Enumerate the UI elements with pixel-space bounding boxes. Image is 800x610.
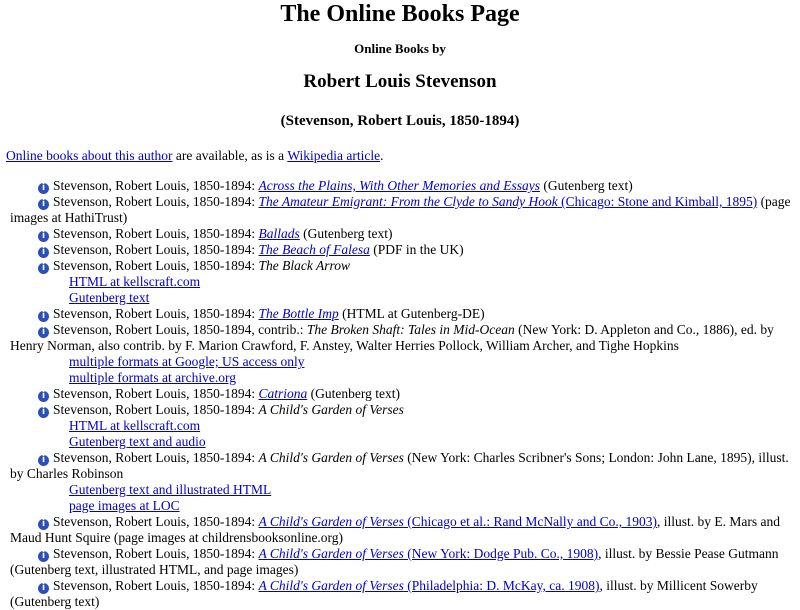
format-list xyxy=(10,274,794,306)
book-note: (PDF in the UK) xyxy=(369,242,464,257)
book-title-link[interactable]: Across the Plains, With Other Memories and Essays xyxy=(258,178,540,193)
book-title-link[interactable]: The Amateur Emigrant: From the Clyde to Sandy Hook xyxy=(258,194,558,209)
book-note: (Gutenberg text) xyxy=(299,226,393,241)
wikipedia-article-link[interactable]: Wikipedia article xyxy=(287,148,381,163)
format-list xyxy=(10,418,794,450)
format-item xyxy=(69,418,794,434)
book-author: Stevenson, Robert Louis, 1850-1894: xyxy=(53,402,259,417)
info-icon[interactable]: i xyxy=(38,247,49,258)
book-title-link[interactable]: Catriona xyxy=(258,386,308,401)
book-title: A Child's Garden of Verses xyxy=(258,450,404,465)
page-title: The Online Books Page xyxy=(280,1,520,27)
book-author: Stevenson, Robert Louis, 1850-1894: xyxy=(53,242,259,257)
author-heading: (Stevenson, Robert Louis, 1850-1894) xyxy=(280,113,520,129)
book-title-link[interactable]: A Child's Garden of Verses xyxy=(258,514,404,529)
book-author: Stevenson, Robert Louis, 1850-1894: xyxy=(53,386,259,401)
book-note: (Gutenberg text) xyxy=(307,386,400,401)
book-title-link[interactable]: A Child's Garden of Verses xyxy=(258,546,404,561)
book-author: Stevenson, Robert Louis, 1850-1894: xyxy=(53,178,259,193)
book-publication-link[interactable]: (Chicago: Stone and Kimball, 1895) xyxy=(557,194,758,209)
book-note: (page images at HathiTrust) xyxy=(10,194,791,225)
info-icon[interactable]: i xyxy=(38,263,49,274)
book-author: Stevenson, Robert Louis, 1850-1894: xyxy=(53,450,259,465)
info-icon[interactable]: i xyxy=(38,407,49,418)
book-note: (Gutenberg text) xyxy=(539,178,633,193)
format-item xyxy=(69,498,794,514)
format-link[interactable]: multiple formats at archive.org xyxy=(69,370,236,385)
book-author: Stevenson, Robert Louis, 1850-1894: xyxy=(53,226,259,241)
book-author: Stevenson, Robert Louis, 1850-1894: xyxy=(53,258,259,273)
book-entry xyxy=(10,322,794,386)
book-title-link[interactable]: The Beach of Falesa xyxy=(258,242,370,257)
format-link[interactable]: multiple formats at Google; US access only xyxy=(69,354,305,369)
info-icon[interactable]: i xyxy=(38,311,49,322)
format-item xyxy=(69,274,794,290)
format-item xyxy=(69,434,794,450)
format-list xyxy=(10,482,794,514)
book-author: Stevenson, Robert Louis, 1850-1894: xyxy=(53,514,259,529)
info-icon[interactable]: i xyxy=(38,519,49,530)
format-link[interactable]: HTML at kellscraft.com xyxy=(69,274,201,289)
intro-text-1: are available, as is a xyxy=(172,148,288,163)
book-note: , illust. by Millicent Sowerby (Gutenberg text) xyxy=(10,578,758,609)
book-entry xyxy=(10,242,794,258)
book-note: , illust. by Bessie Pease Gutmann (Gutenberg text, illustrated HTML, and page images) xyxy=(10,546,779,577)
book-entry xyxy=(10,178,794,194)
book-entry xyxy=(10,450,794,514)
book-publication-link[interactable]: (Chicago et al.: Rand McNally and Co., 1903) xyxy=(403,514,657,529)
format-link[interactable]: HTML at kellscraft.com xyxy=(69,418,201,433)
info-icon[interactable]: i xyxy=(38,231,49,242)
format-item xyxy=(69,354,794,370)
book-note: (New York: Charles Scribner's Sons; London: John Lane, 1895), illust. by Charles Robinson xyxy=(10,450,789,481)
info-icon[interactable]: i xyxy=(38,183,49,194)
book-entry xyxy=(10,194,794,226)
book-publication-link[interactable]: (Philadelphia: D. McKay, ca. 1908) xyxy=(403,578,600,593)
page-header xyxy=(0,0,800,130)
book-entry xyxy=(10,386,794,402)
format-list xyxy=(10,354,794,386)
intro-paragraph xyxy=(6,148,800,164)
info-icon[interactable]: i xyxy=(38,583,49,594)
book-author: Stevenson, Robert Louis, 1850-1894: xyxy=(53,306,259,321)
book-title: The Black Arrow xyxy=(258,258,350,273)
info-icon[interactable]: i xyxy=(38,391,49,402)
book-title: The Broken Shaft: Tales in Mid-Ocean xyxy=(306,322,515,337)
page-subtitle: Online Books by xyxy=(354,41,446,56)
format-item xyxy=(69,482,794,498)
format-item xyxy=(69,290,794,306)
book-title-link[interactable]: The Bottle Imp xyxy=(258,306,339,321)
info-icon[interactable]: i xyxy=(38,455,49,466)
book-entry xyxy=(10,514,794,546)
book-title: A Child's Garden of Verses xyxy=(258,402,404,417)
format-link[interactable]: Gutenberg text and illustrated HTML xyxy=(69,482,272,497)
format-link[interactable]: Gutenberg text xyxy=(69,290,150,305)
author-name: Robert Louis Stevenson xyxy=(303,71,497,92)
book-entry xyxy=(10,258,794,306)
book-entry xyxy=(10,546,794,578)
book-note: (HTML at Gutenberg-DE) xyxy=(338,306,485,321)
format-item xyxy=(69,370,794,386)
book-title-link[interactable]: Ballads xyxy=(258,226,300,241)
info-icon[interactable]: i xyxy=(38,199,49,210)
info-icon[interactable]: i xyxy=(38,327,49,338)
book-list xyxy=(0,178,800,610)
format-link[interactable]: page images at LOC xyxy=(69,498,180,513)
book-note: , illust. by E. Mars and Maud Hunt Squire (page images at childrensbooksonline.org) xyxy=(10,514,780,545)
book-entry xyxy=(10,306,794,322)
book-entry xyxy=(10,402,794,450)
book-note: (New York: D. Appleton and Co., 1886), ed. by Henry Norman, also contrib. by F. Marion Crawford, F. Anstey, Walter Herries Pollock, William Archer, and Tighe Hopkins xyxy=(10,322,774,353)
intro-text-2: . xyxy=(380,148,384,163)
info-icon[interactable]: i xyxy=(38,551,49,562)
book-entry xyxy=(10,226,794,242)
book-author: Stevenson, Robert Louis, 1850-1894, contrib.: xyxy=(53,322,307,337)
book-entry xyxy=(10,578,794,610)
book-title-link[interactable]: A Child's Garden of Verses xyxy=(258,578,404,593)
book-author: Stevenson, Robert Louis, 1850-1894: xyxy=(53,546,259,561)
book-author: Stevenson, Robert Louis, 1850-1894: xyxy=(53,194,259,209)
book-author: Stevenson, Robert Louis, 1850-1894: xyxy=(53,578,259,593)
book-publication-link[interactable]: (New York: Dodge Pub. Co., 1908) xyxy=(403,546,599,561)
books-about-author-link[interactable]: Online books about this author xyxy=(6,148,173,163)
format-link[interactable]: Gutenberg text and audio xyxy=(69,434,206,449)
